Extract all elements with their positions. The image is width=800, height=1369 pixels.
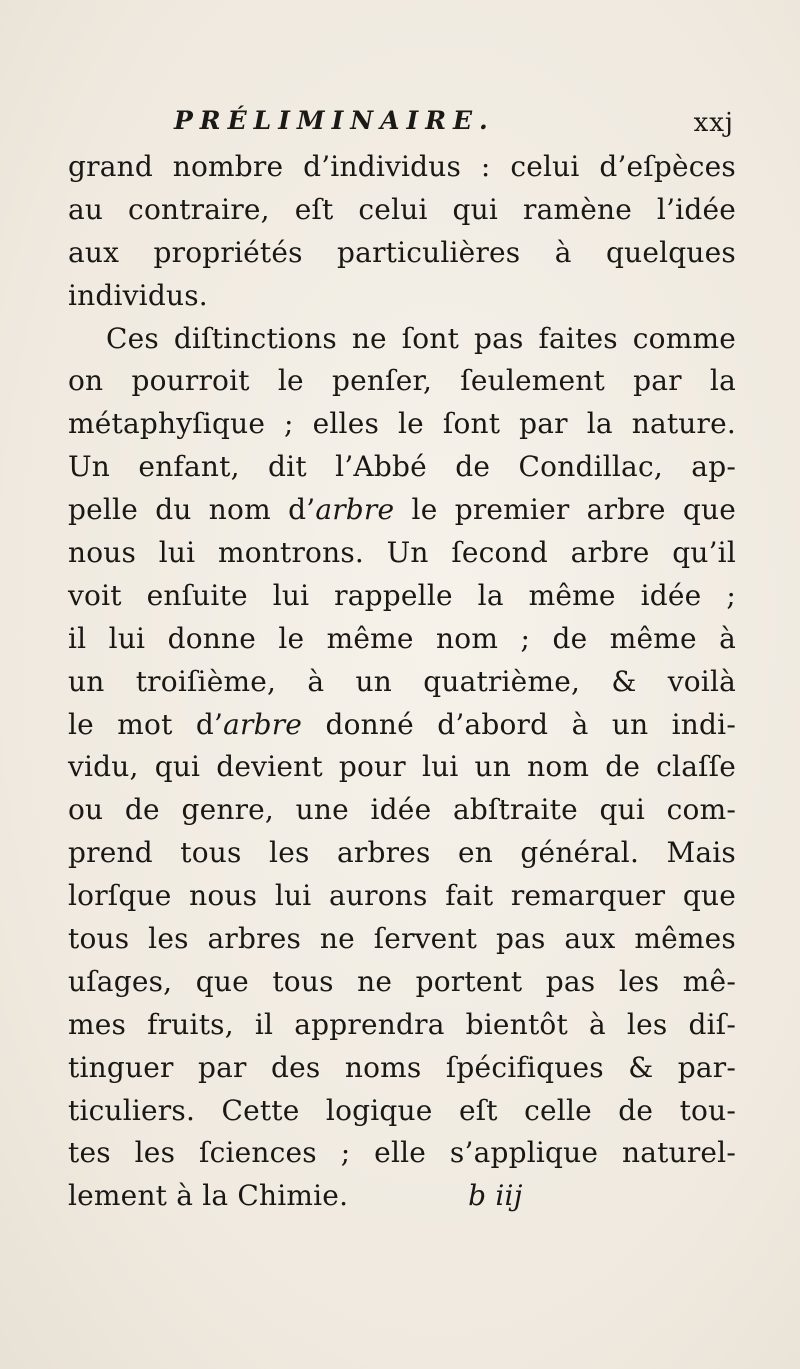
text-line: il lui donne le même nom ; de même à bbox=[68, 621, 736, 655]
text-line: tous les arbres ne ſervent pas aux mêmes bbox=[68, 922, 736, 956]
text-line: au contraire, eſt celui qui ramène l’idée bbox=[68, 192, 736, 226]
final-line bbox=[68, 1175, 736, 1218]
text-line: individus. bbox=[68, 278, 208, 312]
text-line: mes fruits, il apprendra bientôt à les diſ- bbox=[68, 1007, 736, 1041]
text-line: Ces diſtinctions ne ſont pas faites comme bbox=[106, 321, 736, 355]
text-line: vidu, qui devient pour lui un nom de claſſe bbox=[68, 750, 736, 784]
text-segment: lement à la Chimie. bbox=[68, 1179, 349, 1213]
text-line: ou de genre, une idée abſtraite qui com- bbox=[68, 793, 736, 827]
text-line: Un enfant, dit l’Abbé de Condillac, ap- bbox=[68, 450, 736, 484]
text-line: uſages, que tous ne portent pas les mê- bbox=[68, 964, 736, 998]
italic-word: arbre bbox=[315, 493, 395, 527]
text-segment: donné d’abord à un indi- bbox=[302, 707, 736, 741]
text-line: un troiſième, à un quatrième, & voilà bbox=[68, 664, 736, 698]
text-line: aux propriétés particulières à quelques bbox=[68, 235, 736, 269]
text-segment: le premier arbre que bbox=[394, 493, 737, 527]
running-head bbox=[174, 106, 734, 146]
text-line: voit enſuite lui rappelle la même idée ; bbox=[68, 578, 736, 612]
text-line: métaphyſique ; elles le ſont par la nature. bbox=[68, 407, 736, 441]
text-line: tes les ſciences ; elle s’applique naturel- bbox=[68, 1136, 736, 1170]
text-line: ticuliers. Cette logique eſt celle de tou- bbox=[68, 1093, 736, 1127]
text-line: nous lui montrons. Un ſecond arbre qu’il bbox=[68, 536, 736, 570]
text-line: prend tous les arbres en général. Mais bbox=[68, 836, 736, 870]
text-line: on pourroit le penſer, ſeulement par la bbox=[68, 364, 736, 398]
text-line-with-italic bbox=[68, 704, 736, 747]
page-number: xxj bbox=[693, 108, 734, 138]
body-text bbox=[68, 146, 736, 1218]
text-line: lorſque nous lui aurons fait remarquer que bbox=[68, 879, 736, 913]
running-title: PRÉLIMINAIRE. bbox=[174, 106, 495, 135]
italic-word: arbre bbox=[223, 707, 303, 741]
text-line: tinguer par des noms ſpécifiques & par- bbox=[68, 1050, 736, 1084]
text-line-with-italic bbox=[68, 489, 736, 532]
signature-mark: b iij bbox=[468, 1179, 523, 1213]
text-segment: le mot d’ bbox=[68, 707, 224, 741]
text-line: grand nombre d’individus : celui d’eſpèces bbox=[68, 150, 736, 183]
text-segment: pelle du nom d’ bbox=[68, 493, 316, 527]
